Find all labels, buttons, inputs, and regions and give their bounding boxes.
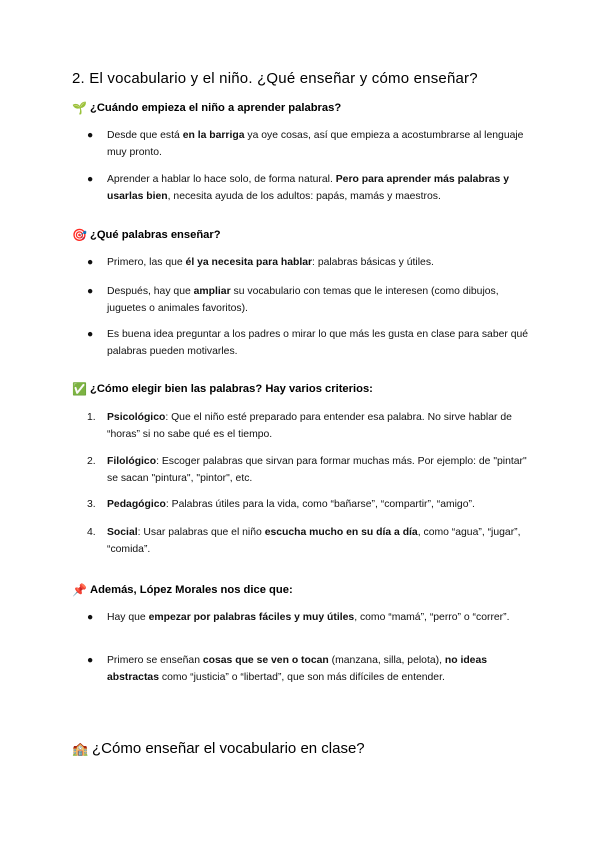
text-run: su vocabulario con temas que le interesen (como dibujos, juguetes o animales favoritos). xyxy=(107,286,499,314)
bold-text: empezar por palabras fáciles y muy útiles xyxy=(148,612,355,623)
text-run: (manzana, silla, pelota), xyxy=(328,655,445,666)
text-run: Aprender a hablar lo hace solo, de forma natural. xyxy=(107,174,336,185)
text-run: : Usar palabras que el niño xyxy=(137,527,265,538)
bold-text: Pero para aprender más palabras y usarlas bien xyxy=(107,174,509,202)
bold-text: Social xyxy=(107,527,138,538)
section-heading xyxy=(72,583,293,597)
list-number: 3. xyxy=(87,499,96,510)
list-item xyxy=(87,254,537,271)
bullet-icon: ● xyxy=(87,655,94,666)
section-heading-text: ¿Qué palabras enseñar? xyxy=(90,229,221,241)
bullet-icon: ● xyxy=(87,174,94,185)
section-heading-text: Además, López Morales nos dice que: xyxy=(90,584,293,596)
pushpin-icon: 📌 xyxy=(72,583,87,597)
section-heading xyxy=(72,101,341,115)
final-section-heading xyxy=(72,740,365,757)
list-item xyxy=(87,409,537,443)
final-heading-text: ¿Cómo enseñar el vocabulario en clase? xyxy=(92,740,365,757)
section-heading-text: ¿Cómo elegir bien las palabras? Hay varios criterios: xyxy=(90,383,373,395)
list-item xyxy=(87,496,537,513)
list-item xyxy=(87,127,537,161)
bold-text: no ideas abstractas xyxy=(107,655,488,683)
bullet-icon: ● xyxy=(87,257,94,268)
text-run: Desde que está xyxy=(107,130,183,141)
list-item xyxy=(87,326,537,360)
list-number: 2. xyxy=(87,456,96,467)
section-heading-text: ¿Cuándo empieza el niño a aprender palabras? xyxy=(90,102,342,114)
list-item xyxy=(87,524,537,558)
text-run: Primero se enseñan xyxy=(107,655,203,666)
bold-text: en la barriga xyxy=(182,130,245,141)
list-item xyxy=(87,283,537,317)
text-run: : palabras básicas y útiles. xyxy=(312,257,434,268)
bullet-icon: ● xyxy=(87,286,94,297)
bold-text: Pedagógico xyxy=(107,499,166,510)
list-item xyxy=(87,652,537,686)
bold-text: cosas que se ven o tocan xyxy=(202,655,329,666)
seedling-icon: 🌱 xyxy=(72,101,87,115)
bullet-icon: ● xyxy=(87,130,94,141)
text-run: : Que el niño esté preparado para entender esa palabra. No sirve hablar de “horas” si no sabe qué es el tiempo. xyxy=(107,412,512,440)
section-heading xyxy=(72,382,373,396)
text-run: Primero, las que xyxy=(107,257,186,268)
text-run: , como “mamá”, “perro” o “correr”. xyxy=(354,612,510,623)
text-run: Es buena idea preguntar a los padres o mirar lo que más les gusta en clase para saber qué palabras pueden motivarles. xyxy=(107,329,529,357)
text-run: : Palabras útiles para la vida, como “bañarse”, “compartir”, “amigo”. xyxy=(165,499,475,510)
bold-text: ampliar xyxy=(193,286,231,297)
target-icon: 🎯 xyxy=(72,228,87,242)
text-run: Hay que xyxy=(107,612,149,623)
section-heading xyxy=(72,228,221,242)
bold-text: Filológico xyxy=(107,456,157,467)
text-run: Después, hay que xyxy=(107,286,194,297)
bold-text: escucha mucho en su día a día xyxy=(264,527,418,538)
bullet-icon: ● xyxy=(87,329,94,340)
text-run: , como “agua”, “jugar”, “comida”. xyxy=(107,527,521,555)
list-item xyxy=(87,609,537,626)
bold-text: Psicológico xyxy=(107,412,166,423)
list-item xyxy=(87,453,537,487)
bold-text: él ya necesita para hablar xyxy=(185,257,313,268)
list-item xyxy=(87,171,537,205)
school-icon: 🏫 xyxy=(72,740,89,756)
text-run: , necesita ayuda de los adultos: papás, mamás y maestros. xyxy=(167,191,441,202)
page-title: 2. El vocabulario y el niño. ¿Qué enseñar y cómo enseñar? xyxy=(72,70,478,87)
list-number: 4. xyxy=(87,527,96,538)
text-run: : Escoger palabras que sirvan para formar muchas más. Por ejemplo: de "pintar" se sacan "pintura", "pintor", etc. xyxy=(107,456,527,484)
bullet-icon: ● xyxy=(87,612,94,623)
check-mark-icon: ✅ xyxy=(72,382,87,396)
list-number: 1. xyxy=(87,412,96,423)
text-run: ya oye cosas, así que empieza a acostumbrarse al lenguaje muy pronto. xyxy=(107,130,524,158)
text-run: como “justicia” o “libertad”, que son más difíciles de entender. xyxy=(158,672,445,683)
